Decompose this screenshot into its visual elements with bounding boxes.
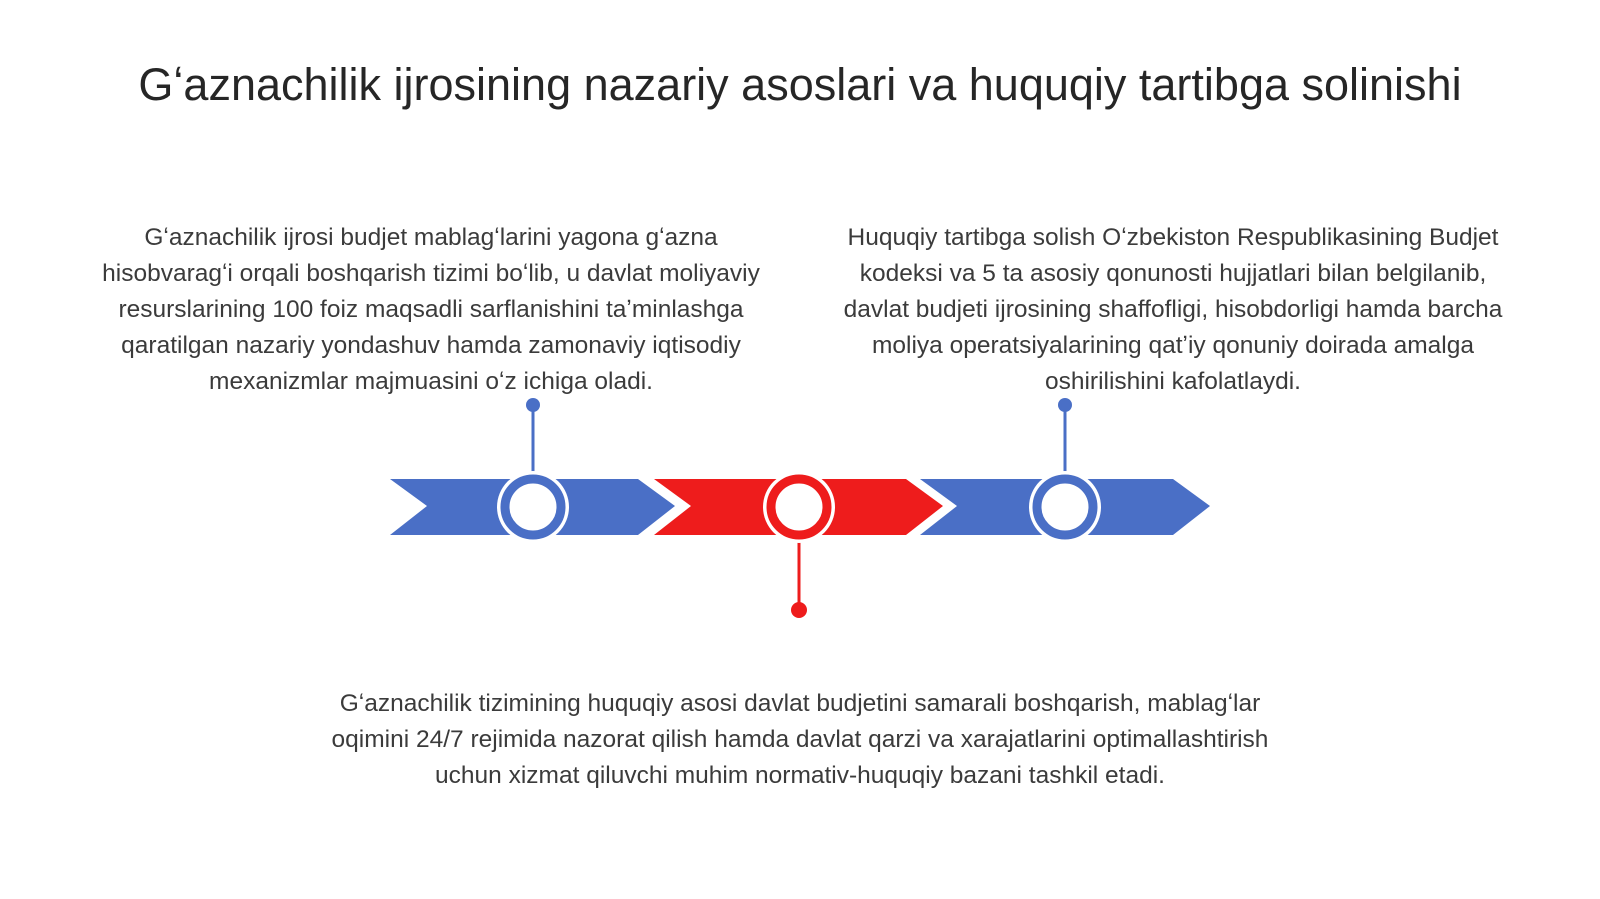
milestone-center-text: Gʻaznachilik tizimining huquqiy asosi davlat budjetini samarali boshqarish, mablagʻlar oqimini 24/7 rejimida nazorat qilish hamda davlat qarzi va xarajatlarini optimallashtirish uchun xizmat qiluvchi muhim normativ-huquqiy bazani tashkil etadi. bbox=[331, 690, 1269, 789]
slide-title: Gʻaznachilik ijrosining nazariy asoslari va huquqiy tartibga solinishi bbox=[138, 59, 1462, 110]
milestone-right-ring bbox=[1037, 479, 1093, 535]
milestone-center-ring bbox=[771, 479, 827, 535]
milestone-center-pin bbox=[791, 602, 807, 618]
milestone-left-ring bbox=[505, 479, 561, 535]
milestone-right-pin bbox=[1058, 398, 1072, 412]
milestone-left-text: Gʻaznachilik ijrosi budjet mablagʻlarini yagona gʻazna hisobvaragʻi orqali boshqarish tizimi boʻlib, u davlat moliyaviy resurslarining 100 foiz maqsadli sarflanishini taʼminlashga qaratilgan nazariy yondashuv hamda zamonaviy iqtisodiy mexanizmlar majmuasini oʻz ichiga oladi. bbox=[102, 224, 760, 395]
milestone-left-pin bbox=[526, 398, 540, 412]
milestone-right-text: Huquqiy tartibga solish Oʻzbekiston Respublikasining Budjet kodeksi va 5 ta asosiy qonunosti hujjatlari bilan belgilanib, davlat budjeti ijrosining shaffofligi, hisobdorligi hamda barcha moliya operatsiyalarining qatʼiy qonuniy doirada amalga oshirilishini kafolatlaydi. bbox=[843, 224, 1503, 395]
